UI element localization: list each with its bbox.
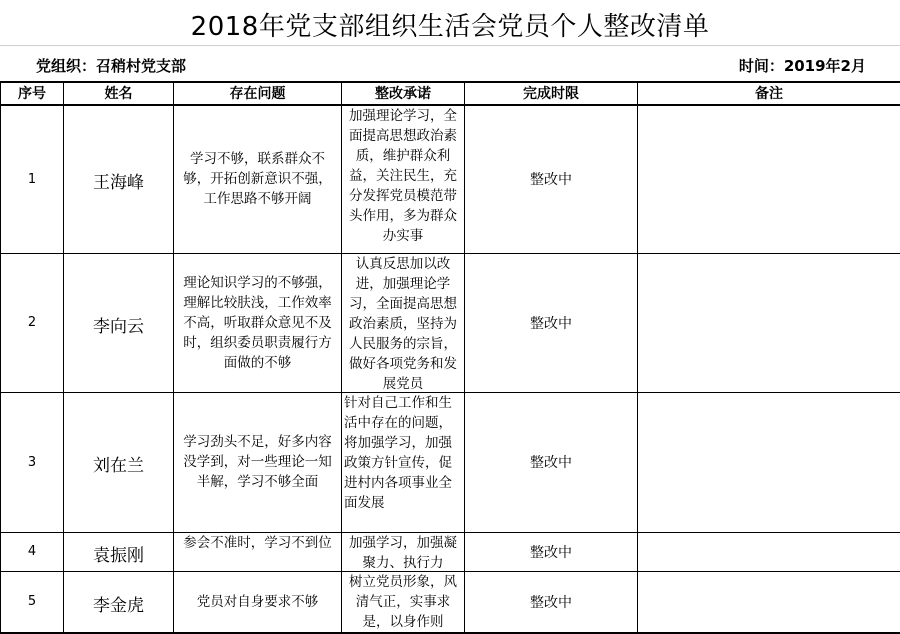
name-cell: 李向云 xyxy=(64,312,173,337)
table-row xyxy=(1,105,900,253)
deadline-cell: 整改中 xyxy=(465,392,638,532)
name-cell: 李金虎 xyxy=(64,591,173,616)
promise-cell: 认真反思加以改进，加强理论学习，全面提高思想政治素质，坚持为人民服务的宗旨，做好各项党务和发展党员 xyxy=(342,254,464,391)
table-row xyxy=(1,532,900,571)
header-promise: 整改承诺 xyxy=(342,82,465,105)
name-cell: 刘在兰 xyxy=(64,451,173,476)
promise-cell: 加强理论学习，全面提高思想政治素质，维护群众利益，关注民生，充分发挥党员模范带头作用，多为群众办实事 xyxy=(342,106,464,246)
deadline-cell: 整改中 xyxy=(465,253,638,392)
table-row xyxy=(1,253,900,392)
promise-cell: 树立党员形象，风清气正，实事求是，以身作则 xyxy=(342,572,464,632)
table-header-row xyxy=(1,82,900,105)
seq-cell: 5 xyxy=(1,571,64,633)
problem-cell: 学习劲头不足，好多内容没学到，对一些理论一知半解，学习不够全面 xyxy=(174,432,341,492)
problem-cell: 学习不够，联系群众不够，开拓创新意识不强，工作思路不够开阔 xyxy=(174,149,341,209)
promise-cell: 针对自己工作和生活中存在的问题，将加强学习，加强政策方针宣传，促进村内各项事业全面发展 xyxy=(342,393,464,513)
party-organization-label: 党组织：召稍村党支部 xyxy=(36,55,186,76)
deadline-cell: 整改中 xyxy=(465,532,638,571)
header-seq: 序号 xyxy=(1,82,64,105)
date-label: 时间：2019年2月 xyxy=(739,55,866,76)
deadline-cell: 整改中 xyxy=(465,105,638,253)
seq-cell: 1 xyxy=(1,105,64,253)
problem-cell: 理论知识学习的不够强，理解比较肤浅，工作效率不高，听取群众意见不及时，组织委员职责履行方面做的不够 xyxy=(174,273,341,373)
problem-cell: 参会不准时，学习不到位 xyxy=(174,533,341,553)
note-cell xyxy=(638,392,900,532)
table-row xyxy=(1,571,900,633)
note-cell xyxy=(638,105,900,253)
page-title: 2018年党支部组织生活会党员个人整改清单 xyxy=(0,6,900,43)
problem-cell: 党员对自身要求不够 xyxy=(174,592,341,612)
seq-cell: 3 xyxy=(1,392,64,532)
rectification-table xyxy=(0,81,900,634)
header-deadline: 完成时限 xyxy=(465,82,638,105)
title-divider xyxy=(0,45,900,46)
note-cell xyxy=(638,571,900,633)
name-cell: 袁振刚 xyxy=(64,541,173,566)
header-name: 姓名 xyxy=(64,82,174,105)
table-row xyxy=(1,392,900,532)
note-cell xyxy=(638,532,900,571)
seq-cell: 2 xyxy=(1,253,64,392)
deadline-cell: 整改中 xyxy=(465,571,638,633)
promise-cell: 加强学习，加强凝聚力、执行力 xyxy=(342,533,464,570)
name-cell: 王海峰 xyxy=(64,168,173,193)
header-problem: 存在问题 xyxy=(174,82,342,105)
note-cell xyxy=(638,253,900,392)
header-note: 备注 xyxy=(638,82,900,105)
seq-cell: 4 xyxy=(1,532,64,571)
